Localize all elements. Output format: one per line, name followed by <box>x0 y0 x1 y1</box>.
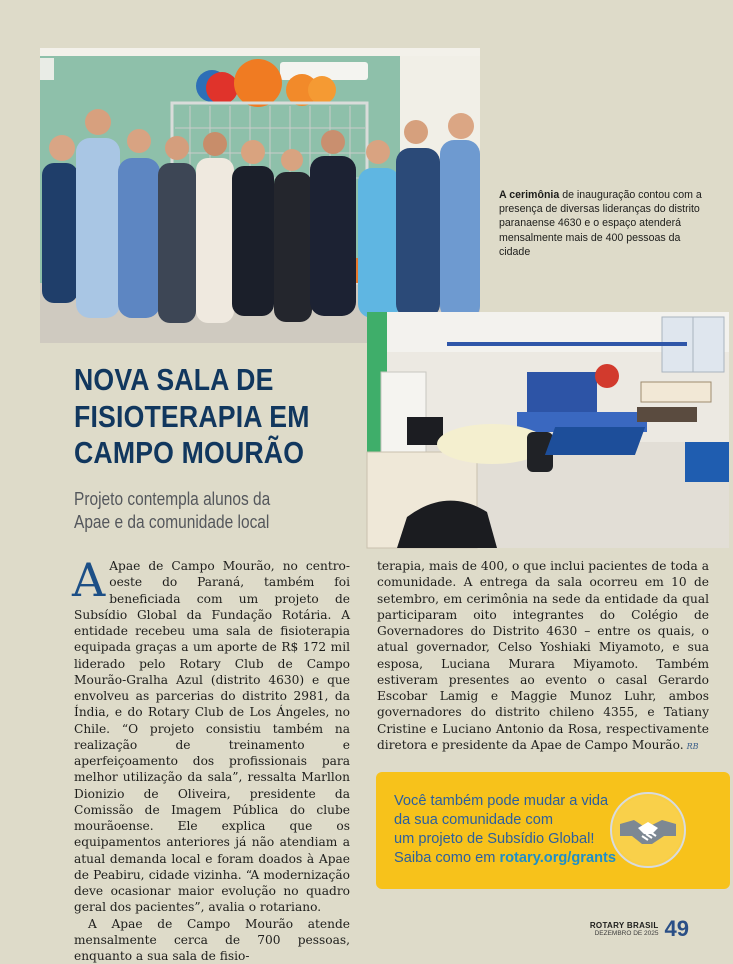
promo-line-3: um projeto de Subsídio Global! <box>394 830 624 849</box>
body-column-left <box>74 558 350 964</box>
promo-line-4 <box>394 849 624 868</box>
caption-lead: A cerimônia <box>499 189 559 201</box>
promo-text <box>394 792 624 868</box>
therapy-room-photo <box>367 312 729 548</box>
body-paragraph-2: A Apae de Campo Mourão atende mensalmente cerca de 700 pessoas, enquanto a sua sala de fisio- <box>74 916 350 964</box>
issue-date: DEZEMBRO DE 2025 <box>590 930 659 937</box>
photo-caption <box>499 188 709 259</box>
body-paragraph-1-text: Apae de Campo Mourão, no centro-oeste do Paraná, também foi beneficiada com um projeto de Subsídio Global da Fundação Rotária. A entidade recebeu uma sala de fisioterapia equipada graças a um aporte de R$ 172 mil liderado pelo Rotary Club de Campo Mourão-Gralha Azul (distrito 4630) e que envolveu as parcerias do distrito 2981, da Índia, e do Rotary Club de Los Ángeles, no Chile. “O projeto consistiu também na realização de treinamento e aperfeiçoamento dos profissionais para melhor utilização da sala”, ressalta Marllon Dionizio de Oliveira, presidente da Comissão de Imagem Pública do clube mourãoense. Ele explica que os equipamentos anteriores já não atendiam a atual demanda local e foram doados à Apae de Peabiru, cidade vizinha. “A modernização deve ocasionar maior evolução no quadro geral dos pacientes”, avalia o rotariano. <box>74 559 350 914</box>
caption-text: de inauguração contou com a presença de diversas lideranças do distrito paranaense 4630 e o espaço atenderá mensalmente mais de 400 pessoas da cidade <box>499 189 702 258</box>
headline-line-2: FISIOTERAPIA EM <box>74 399 315 436</box>
drop-cap: A <box>72 560 105 600</box>
subhead-line-1: Projeto contempla alunos da <box>74 488 332 511</box>
handshake-icon <box>610 792 686 868</box>
body-column-right <box>377 558 709 755</box>
promo-line-2: da sua comunidade com <box>394 811 624 830</box>
promo-link[interactable]: rotary.org/grants <box>499 850 616 866</box>
page-footer <box>590 916 689 942</box>
promo-line-1: Você também pode mudar a vida <box>394 792 624 811</box>
subhead-line-2: Apae e da comunidade local <box>74 511 332 534</box>
page-number: 49 <box>665 916 689 942</box>
article-subhead <box>74 488 332 534</box>
ceremony-photo <box>40 48 480 343</box>
author-signature: RB <box>687 742 699 751</box>
headline-line-3: CAMPO MOURÃO <box>74 435 315 472</box>
article-headline <box>74 362 315 472</box>
body-paragraph-3-text: terapia, mais de 400, o que inclui pacientes de toda a comunidade. A entrega da sala ocorreu em 10 de setembro, em cerimônia na sede da entidade da qual participaram oito integrantes do Colégio de Governadores do Distrito 4630 – entre os quais, o atual governador, Celso Yoshiaki Miyamoto, e sua esposa, Luciana Murara Miyamoto. Também estiveram presentes ao evento o casal Gerardo Escobar Lamig e Maggie Munoz Luhr, ambos governadores do distrito chileno 4355, e Tatiany Cristine e Luciano Antonio da Rosa, respectivamente diretora e presidente da Apae de Campo Mourão. <box>377 559 709 752</box>
promo-link-prefix: Saiba como em <box>394 850 499 866</box>
magazine-name: ROTARY BRASIL <box>590 921 659 930</box>
headline-line-1: NOVA SALA DE <box>74 362 315 399</box>
body-paragraph-3 <box>377 558 709 755</box>
promo-box <box>376 772 730 889</box>
footer-meta <box>590 921 659 937</box>
body-paragraph-1 <box>74 558 350 916</box>
